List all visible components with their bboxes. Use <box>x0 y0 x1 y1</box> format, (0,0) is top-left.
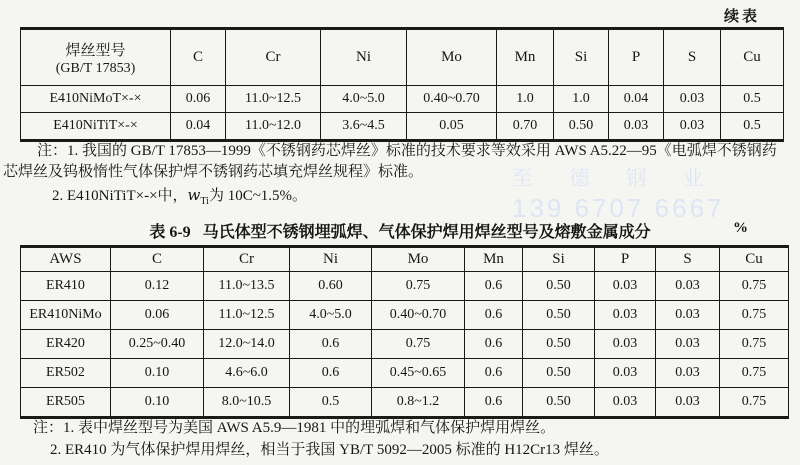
table-cell: 0.75 <box>372 330 465 359</box>
table-cell: 12.0~14.0 <box>204 330 290 359</box>
table-cell: 1.0 <box>554 86 609 113</box>
table-cell: 0.03 <box>656 272 720 301</box>
table-cell: 0.6 <box>465 272 523 301</box>
table1-notes <box>3 141 799 206</box>
table-cell: 0.50 <box>554 113 609 141</box>
mass-fraction-symbol: w <box>187 186 201 204</box>
table-cell: 0.50 <box>523 388 595 418</box>
table-cell: 4.6~6.0 <box>204 359 290 388</box>
table-cell: 0.25~0.40 <box>111 330 204 359</box>
table-cell: 0.75 <box>372 272 465 301</box>
row-label: E410NiMoT×-× <box>21 86 171 113</box>
table-cell: 4.0~5.0 <box>321 86 407 113</box>
table-cell: 11.0~12.5 <box>204 301 290 330</box>
column-header: Cr <box>226 29 321 86</box>
table-cell: 1.0 <box>497 86 554 113</box>
table-cell: 0.40~0.70 <box>372 301 465 330</box>
watermark-company-name: 至 德 钢 业 <box>512 167 719 190</box>
table-cell: 0.50 <box>523 359 595 388</box>
table-cell: 0.6 <box>465 359 523 388</box>
row-label: ER410NiMo <box>21 301 111 330</box>
table2-note-line2: 2. ER410 为气体保护焊用焊丝，相当于我国 YB/T 5092—2005 标准的 H12Cr13 焊丝。 <box>50 442 609 458</box>
table1-header-model-line1: 焊丝型号 <box>65 42 126 59</box>
table-row <box>21 113 784 141</box>
column-header: Si <box>554 29 609 86</box>
table-cell: 0.03 <box>656 330 720 359</box>
table-cell: 8.0~10.5 <box>204 388 290 418</box>
row-label: ER505 <box>21 388 111 418</box>
column-header: P <box>595 247 656 272</box>
column-header: Si <box>523 247 595 272</box>
table-cell: 0.6 <box>290 359 372 388</box>
table-cell: 0.6 <box>465 301 523 330</box>
column-header: Ni <box>290 247 372 272</box>
column-header: C <box>111 247 204 272</box>
table-row <box>21 330 789 359</box>
column-header: Mn <box>497 29 554 86</box>
percent-unit-label: % <box>733 220 748 236</box>
table-cell: 11.0~12.0 <box>226 113 321 141</box>
mass-fraction-subscript: Ti <box>200 196 209 207</box>
table-cell: 0.50 <box>523 330 595 359</box>
table-cell: 0.60 <box>290 272 372 301</box>
table-cell: 0.03 <box>595 272 656 301</box>
note3-suffix: 为 10C~1.5%。 <box>208 188 308 204</box>
table1-note-line2: 芯焊丝及钨极惰性气体保护焊不锈钢药芯填充焊丝规程》标准。 <box>3 164 424 180</box>
table-cell: 4.0~5.0 <box>290 301 372 330</box>
row-label: ER410 <box>21 272 111 301</box>
table-cell: 0.75 <box>720 272 789 301</box>
table-cell: 0.10 <box>111 388 204 418</box>
table-cell: 0.03 <box>656 301 720 330</box>
table-cell: 0.5 <box>721 113 784 141</box>
table-cell: 0.04 <box>171 113 226 141</box>
table-row <box>21 359 789 388</box>
table-cell: 0.03 <box>664 113 721 141</box>
table-cell: 11.0~12.5 <box>226 86 321 113</box>
note3-prefix: 2. E410NiTiT×-×中， <box>52 188 188 204</box>
table1-body <box>21 86 784 141</box>
table-cell: 0.5 <box>721 86 784 113</box>
column-header: S <box>656 247 720 272</box>
table-cell: 0.75 <box>720 359 789 388</box>
table-cell: 0.04 <box>609 86 664 113</box>
table1-header-model-line2: (GB/T 17853) <box>55 60 136 76</box>
table-cell: 0.75 <box>720 301 789 330</box>
table2-body <box>21 272 789 418</box>
table-cell: 0.6 <box>465 330 523 359</box>
table-cell: 0.06 <box>111 301 204 330</box>
table2-caption-number: 表 6-9 <box>149 224 191 241</box>
table-cell: 0.03 <box>595 301 656 330</box>
continued-table-label: 续表 <box>724 9 761 25</box>
table-cell: 0.50 <box>523 272 595 301</box>
table-cell: 0.03 <box>595 359 656 388</box>
column-header: Cr <box>204 247 290 272</box>
column-header: Cu <box>720 247 789 272</box>
table-cell: 0.03 <box>595 330 656 359</box>
table2-caption-title: 马氏体型不锈钢埋弧焊、气体保护焊用焊丝型号及熔敷金属成分 <box>202 224 651 241</box>
table-cell: 0.03 <box>595 388 656 418</box>
table-cell: 0.70 <box>497 113 554 141</box>
table-row <box>21 388 789 418</box>
table-cell: 0.05 <box>407 113 497 141</box>
column-header: S <box>664 29 721 86</box>
table-cell: 0.45~0.65 <box>372 359 465 388</box>
table-cell: 0.03 <box>664 86 721 113</box>
row-label: E410NiTiT×-× <box>21 113 171 141</box>
column-header: Ni <box>321 29 407 86</box>
table-cell: 0.12 <box>111 272 204 301</box>
table-cell: 0.40~0.70 <box>407 86 497 113</box>
column-header: Mn <box>465 247 523 272</box>
table2-caption <box>0 219 800 242</box>
table-cell: 0.75 <box>720 330 789 359</box>
column-header: Mo <box>407 29 497 86</box>
table-cell: 0.10 <box>111 359 204 388</box>
table1-note-line1: 注：1. 我国的 GB/T 17853—1999《不锈钢药芯焊丝》标准的技术要求等效采用 AWS A5.22—95《电弧焊不锈钢药 <box>37 143 777 159</box>
column-header: Cu <box>721 29 784 86</box>
table1-header-row <box>21 29 784 86</box>
table-row <box>21 272 789 301</box>
table-cell: 0.5 <box>290 388 372 418</box>
table1-note-line3 <box>3 185 799 206</box>
table2-header-row <box>21 247 789 272</box>
table-cell: 0.50 <box>523 301 595 330</box>
table1-header-model <box>21 29 171 86</box>
table-cell: 11.0~13.5 <box>204 272 290 301</box>
table-row <box>21 301 789 330</box>
table2-note-line1: 注：1. 表中焊丝型号为美国 AWS A5.9—1981 中的埋弧焊和气体保护焊用焊丝。 <box>33 420 556 436</box>
column-header: P <box>609 29 664 86</box>
table-cell: 0.03 <box>609 113 664 141</box>
column-header: AWS <box>21 247 111 272</box>
row-label: ER420 <box>21 330 111 359</box>
watermark-phone-number: 139 6707 6667 <box>512 193 725 223</box>
table-cell: 3.6~4.5 <box>321 113 407 141</box>
column-header: C <box>171 29 226 86</box>
gbt17853-composition-table <box>20 27 784 142</box>
table-cell: 0.6 <box>465 388 523 418</box>
row-label: ER502 <box>21 359 111 388</box>
table-row <box>21 86 784 113</box>
aws-composition-table <box>20 245 789 419</box>
table-cell: 0.06 <box>171 86 226 113</box>
table2-notes <box>33 417 793 461</box>
table-cell: 0.6 <box>290 330 372 359</box>
table-cell: 0.8~1.2 <box>372 388 465 418</box>
column-header: Mo <box>372 247 465 272</box>
table-cell: 0.03 <box>656 388 720 418</box>
table-cell: 0.75 <box>720 388 789 418</box>
table-cell: 0.03 <box>656 359 720 388</box>
